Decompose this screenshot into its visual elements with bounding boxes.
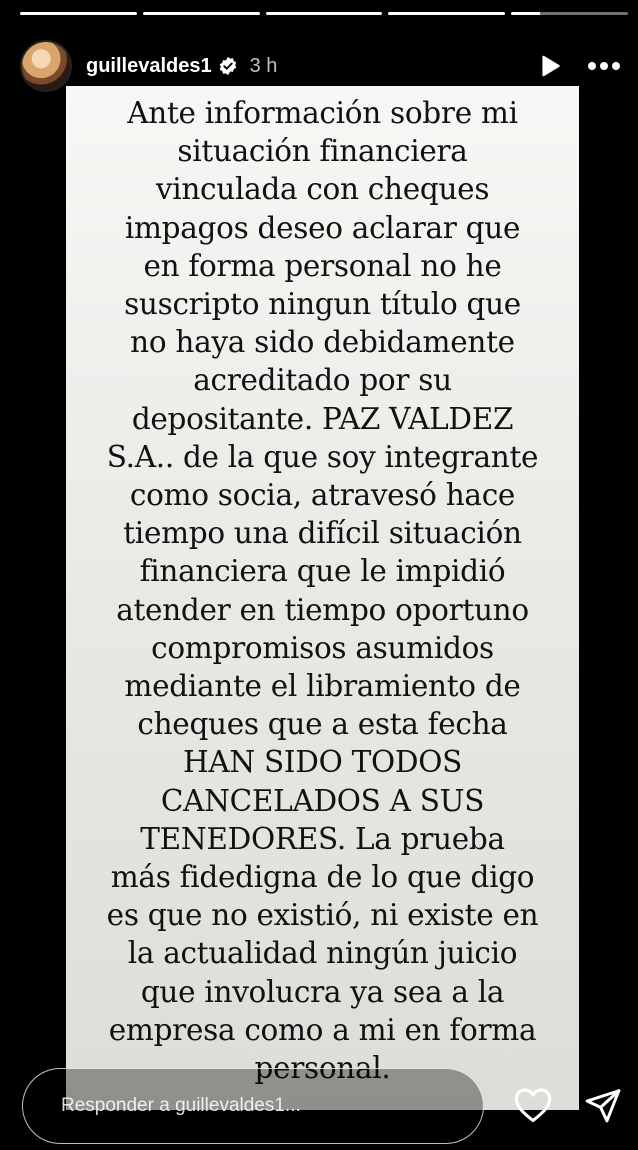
story-progress-segment [143, 12, 260, 15]
story-progress-fill [143, 12, 260, 15]
story-progress-fill [511, 12, 540, 15]
more-options-button[interactable] [584, 46, 624, 86]
story-progress-segment [388, 12, 505, 15]
story-progress-fill [266, 12, 383, 15]
story-progress-fill [20, 12, 137, 15]
share-button[interactable] [580, 1082, 626, 1128]
post-time: 3 h [249, 54, 278, 77]
play-icon [537, 53, 563, 79]
reply-input[interactable] [59, 1094, 463, 1118]
story-text: Ante información sobre mi situación financiera vinculada con cheques impagos deseo aclarar que en forma personal no he suscripto ningun título que no haya sido debidamente acreditado por su depositante. PAZ VALDEZ S.A.. de la que soy integrante como socia, atravesó hace tiempo una difícil situación financiera que le impidió atender en tiempo oportuno compromisos asumidos mediante el libramiento de cheques que a esta fecha HAN SIDO TODOS CANCELADOS A SUS TENEDORES. La prueba más fidedigna de lo que digo es que no existió, ni existe en la actualidad ningún juicio que involucra ya sea a la empresa como a mi en forma personal. [106, 96, 539, 1086]
story-progress-segment [266, 12, 383, 15]
verified-badge-icon [218, 56, 238, 76]
heart-icon [513, 1087, 553, 1123]
like-button[interactable] [510, 1082, 556, 1128]
story-progress-bar [20, 12, 628, 16]
story-progress-segment [511, 12, 628, 15]
send-icon [584, 1086, 622, 1124]
story-progress-fill [388, 12, 505, 15]
more-horizontal-icon [587, 61, 621, 71]
story-content[interactable] [66, 86, 579, 1110]
username[interactable]: guillevaldes1 [86, 54, 212, 77]
play-button[interactable] [530, 46, 570, 86]
avatar[interactable] [20, 40, 72, 92]
story-progress-segment [20, 12, 137, 15]
reply-bar[interactable] [22, 1068, 484, 1144]
